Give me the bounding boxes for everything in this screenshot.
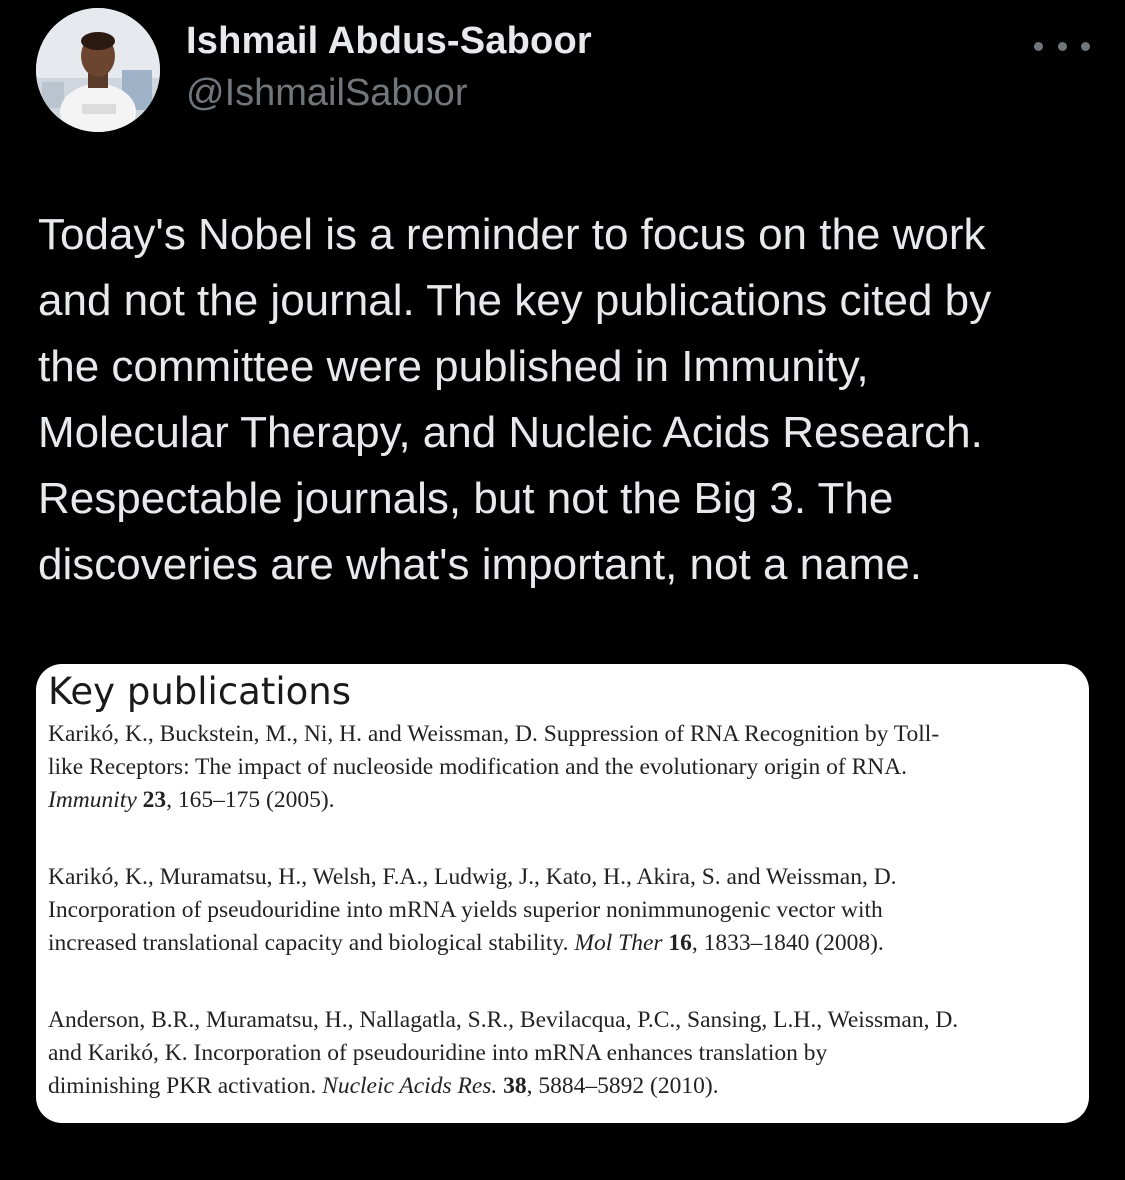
tweet-media-image[interactable] xyxy=(36,664,1089,1123)
more-horizontal-icon xyxy=(1081,42,1090,51)
publication-line xyxy=(48,784,1083,817)
publication-item xyxy=(48,1004,1083,1103)
publication-line: Incorporation of pseudouridine into mRNA yields superior nonimmunogenic vector with xyxy=(48,897,883,923)
publication-line: Karikó, K., Buckstein, M., Ni, H. and Weissman, D. Suppression of RNA Recognition by Toll- xyxy=(48,721,940,747)
author-display-name[interactable]: Ishmail Abdus-Saboor xyxy=(186,20,592,62)
publication-line: like Receptors: The impact of nucleoside modification and the evolutionary origin of RNA. xyxy=(48,754,908,780)
publication-volume: 16 xyxy=(668,930,692,956)
profile-photo-icon xyxy=(36,8,160,132)
publication-line xyxy=(48,1070,1083,1103)
publication-title-end: diminishing PKR activation. xyxy=(48,1073,317,1099)
more-horizontal-icon xyxy=(1058,42,1067,51)
publication-line xyxy=(48,927,1083,960)
publication-journal: Nucleic Acids Res. xyxy=(322,1073,498,1099)
author-handle[interactable]: @IshmailSaboor xyxy=(186,72,468,114)
tweet-text: Today's Nobel is a reminder to focus on the work and not the journal. The key publications cited by the committee were published in Immunity, Molecular Therapy, and Nucleic Acids Research. Respectable journals, but not the Big 3. The discoveries are what's important, not a name. xyxy=(38,210,992,589)
publication-volume: 38 xyxy=(503,1073,527,1099)
more-options-button[interactable] xyxy=(1034,30,1090,62)
publication-pages-year: , 165–175 (2005). xyxy=(166,787,335,813)
publication-line: and Karikó, K. Incorporation of pseudouridine into mRNA enhances translation by xyxy=(48,1040,828,1066)
more-horizontal-icon xyxy=(1034,42,1043,51)
publication-journal: Immunity xyxy=(48,787,137,813)
publication-pages-year: , 1833–1840 (2008). xyxy=(691,930,884,956)
publication-item xyxy=(48,861,1083,960)
publication-line: Karikó, K., Muramatsu, H., Welsh, F.A., Ludwig, J., Kato, H., Akira, S. and Weissman, D. xyxy=(48,864,897,890)
media-heading: Key publications xyxy=(48,670,351,713)
publication-title-end: increased translational capacity and biological stability. xyxy=(48,930,569,956)
publication-pages-year: , 5884–5892 (2010). xyxy=(526,1073,719,1099)
publication-line: Anderson, B.R., Muramatsu, H., Nallagatla, S.R., Bevilacqua, P.C., Sansing, L.H., Weissman, D. xyxy=(48,1007,959,1033)
publication-volume: 23 xyxy=(142,787,167,813)
publication-item xyxy=(48,718,1083,817)
avatar[interactable] xyxy=(36,8,160,132)
publication-journal: Mol Ther xyxy=(574,930,663,956)
